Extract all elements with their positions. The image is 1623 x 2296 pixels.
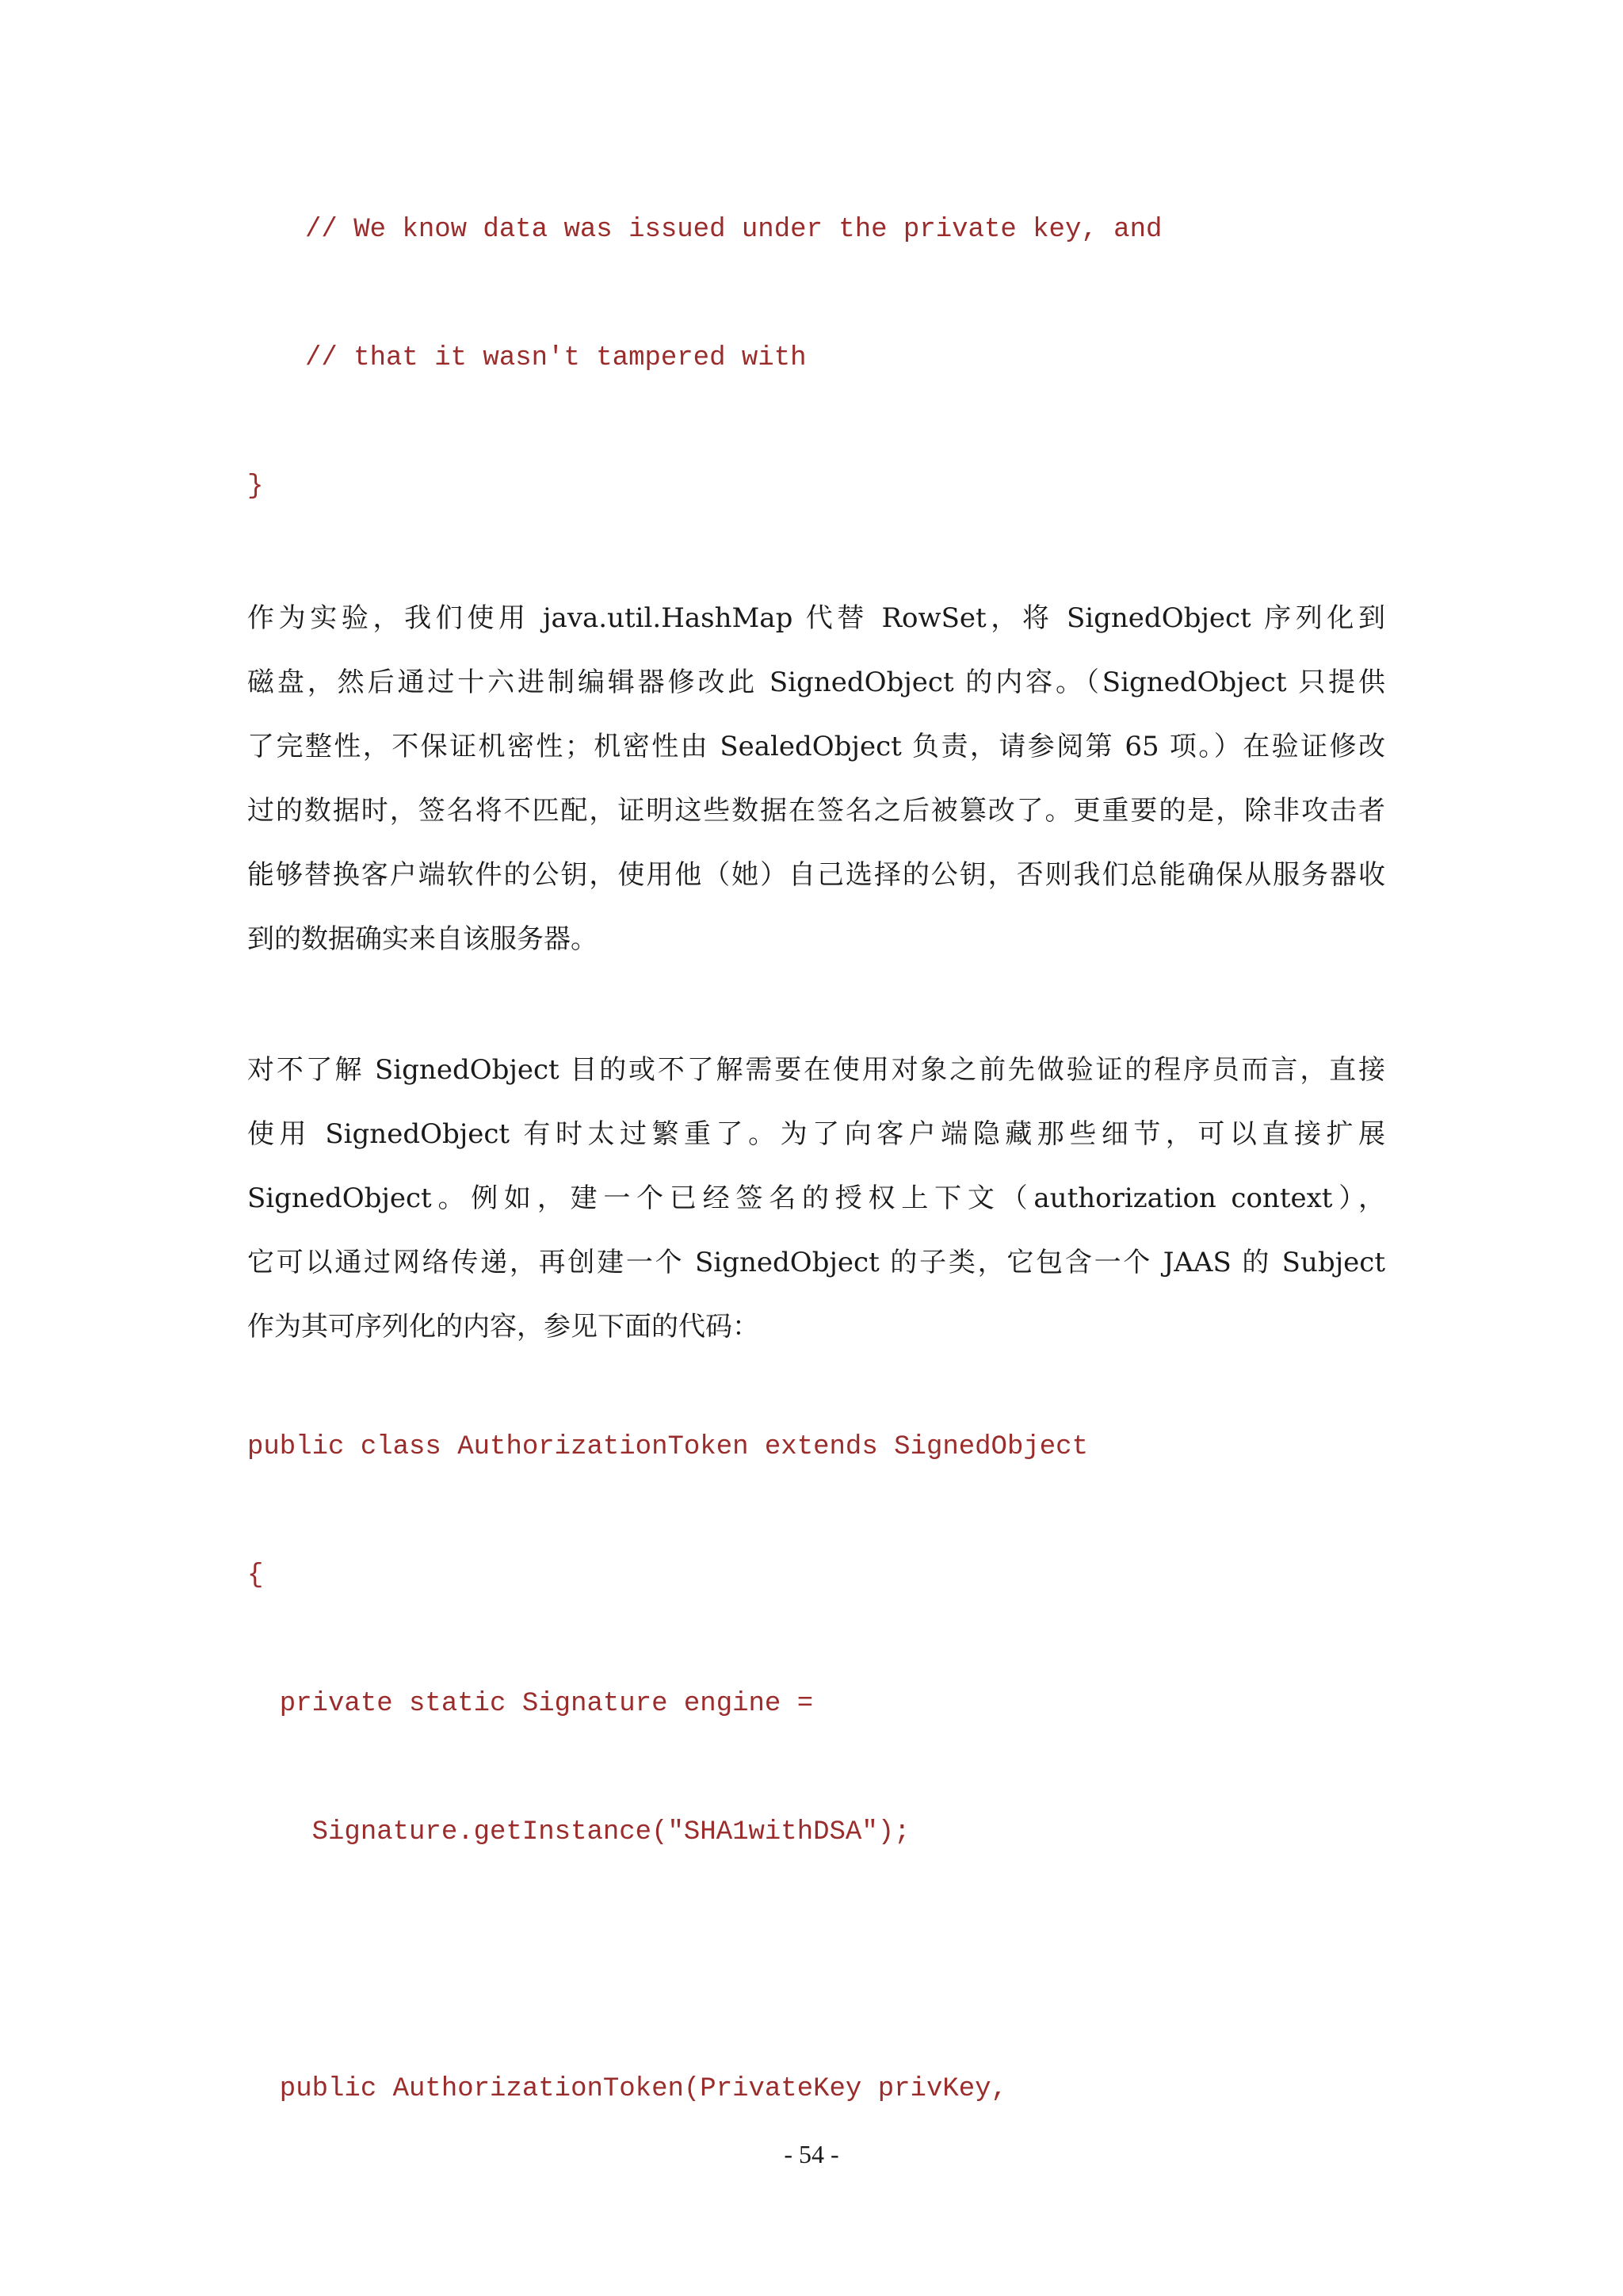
code-line-constructor: public AuthorizationToken(PrivateKey privKey, [247,2074,1007,2104]
paragraph-line: 了完整性，不保证机密性；机密性由 SealedObject 负责，请参阅第 65 项。）在验证修改 [247,731,1385,762]
code-line-closing-brace: } [247,472,264,502]
code-line-engine-field: private static Signature engine = [247,1689,814,1719]
paragraph-line: 作为其可序列化的内容，参见下面的代码： [247,1311,759,1343]
code-line-comment-1: // We know data was issued under the private key, and [305,215,1163,245]
paragraph-line: 使用 SignedObject 有时太过繁重了。为了向客户端隐藏那些细节，可以直接扩展 [247,1118,1385,1150]
paragraph-line: 对不了解 SignedObject 目的或不了解需要在使用对象之前先做验证的程序员而言，直接 [247,1054,1385,1086]
paragraph-line: SignedObject。例如，建一个已经签名的授权上下文（authorization context）， [247,1182,1385,1214]
code-line-comment-2: // that it wasn't tampered with [305,343,807,373]
paragraph-line: 能够替换客户端软件的公钥，使用他（她）自己选择的公钥，否则我们总能确保从服务器收 [247,859,1385,891]
code-line-get-instance: Signature.getInstance("SHA1withDSA"); [247,1817,911,1847]
paragraph-line: 到的数据确实来自该服务器。 [247,923,598,955]
paragraph-line: 过的数据时，签名将不匹配，证明这些数据在签名之后被篡改了。更重要的是，除非攻击者 [247,795,1385,827]
page-number: - 54 - [784,2140,839,2168]
paragraph-experiment [247,586,1385,972]
paragraph-line: 磁盘，然后通过十六进制编辑器修改此 SignedObject 的内容。（SignedObject 只提供 [247,667,1385,698]
code-line-class-declaration: public class AuthorizationToken extends SignedObject [247,1432,1088,1462]
paragraph-line: 它可以通过网络传递，再创建一个 SignedObject 的子类，它包含一个 JAAS 的 Subject [247,1247,1385,1278]
code-line-open-brace: { [247,1561,264,1591]
paragraph-line: 作为实验，我们使用 java.util.HashMap 代替 RowSet，将 SignedObject 序列化到 [247,602,1385,634]
paragraph-signedobject-subclass [247,1038,1385,1359]
